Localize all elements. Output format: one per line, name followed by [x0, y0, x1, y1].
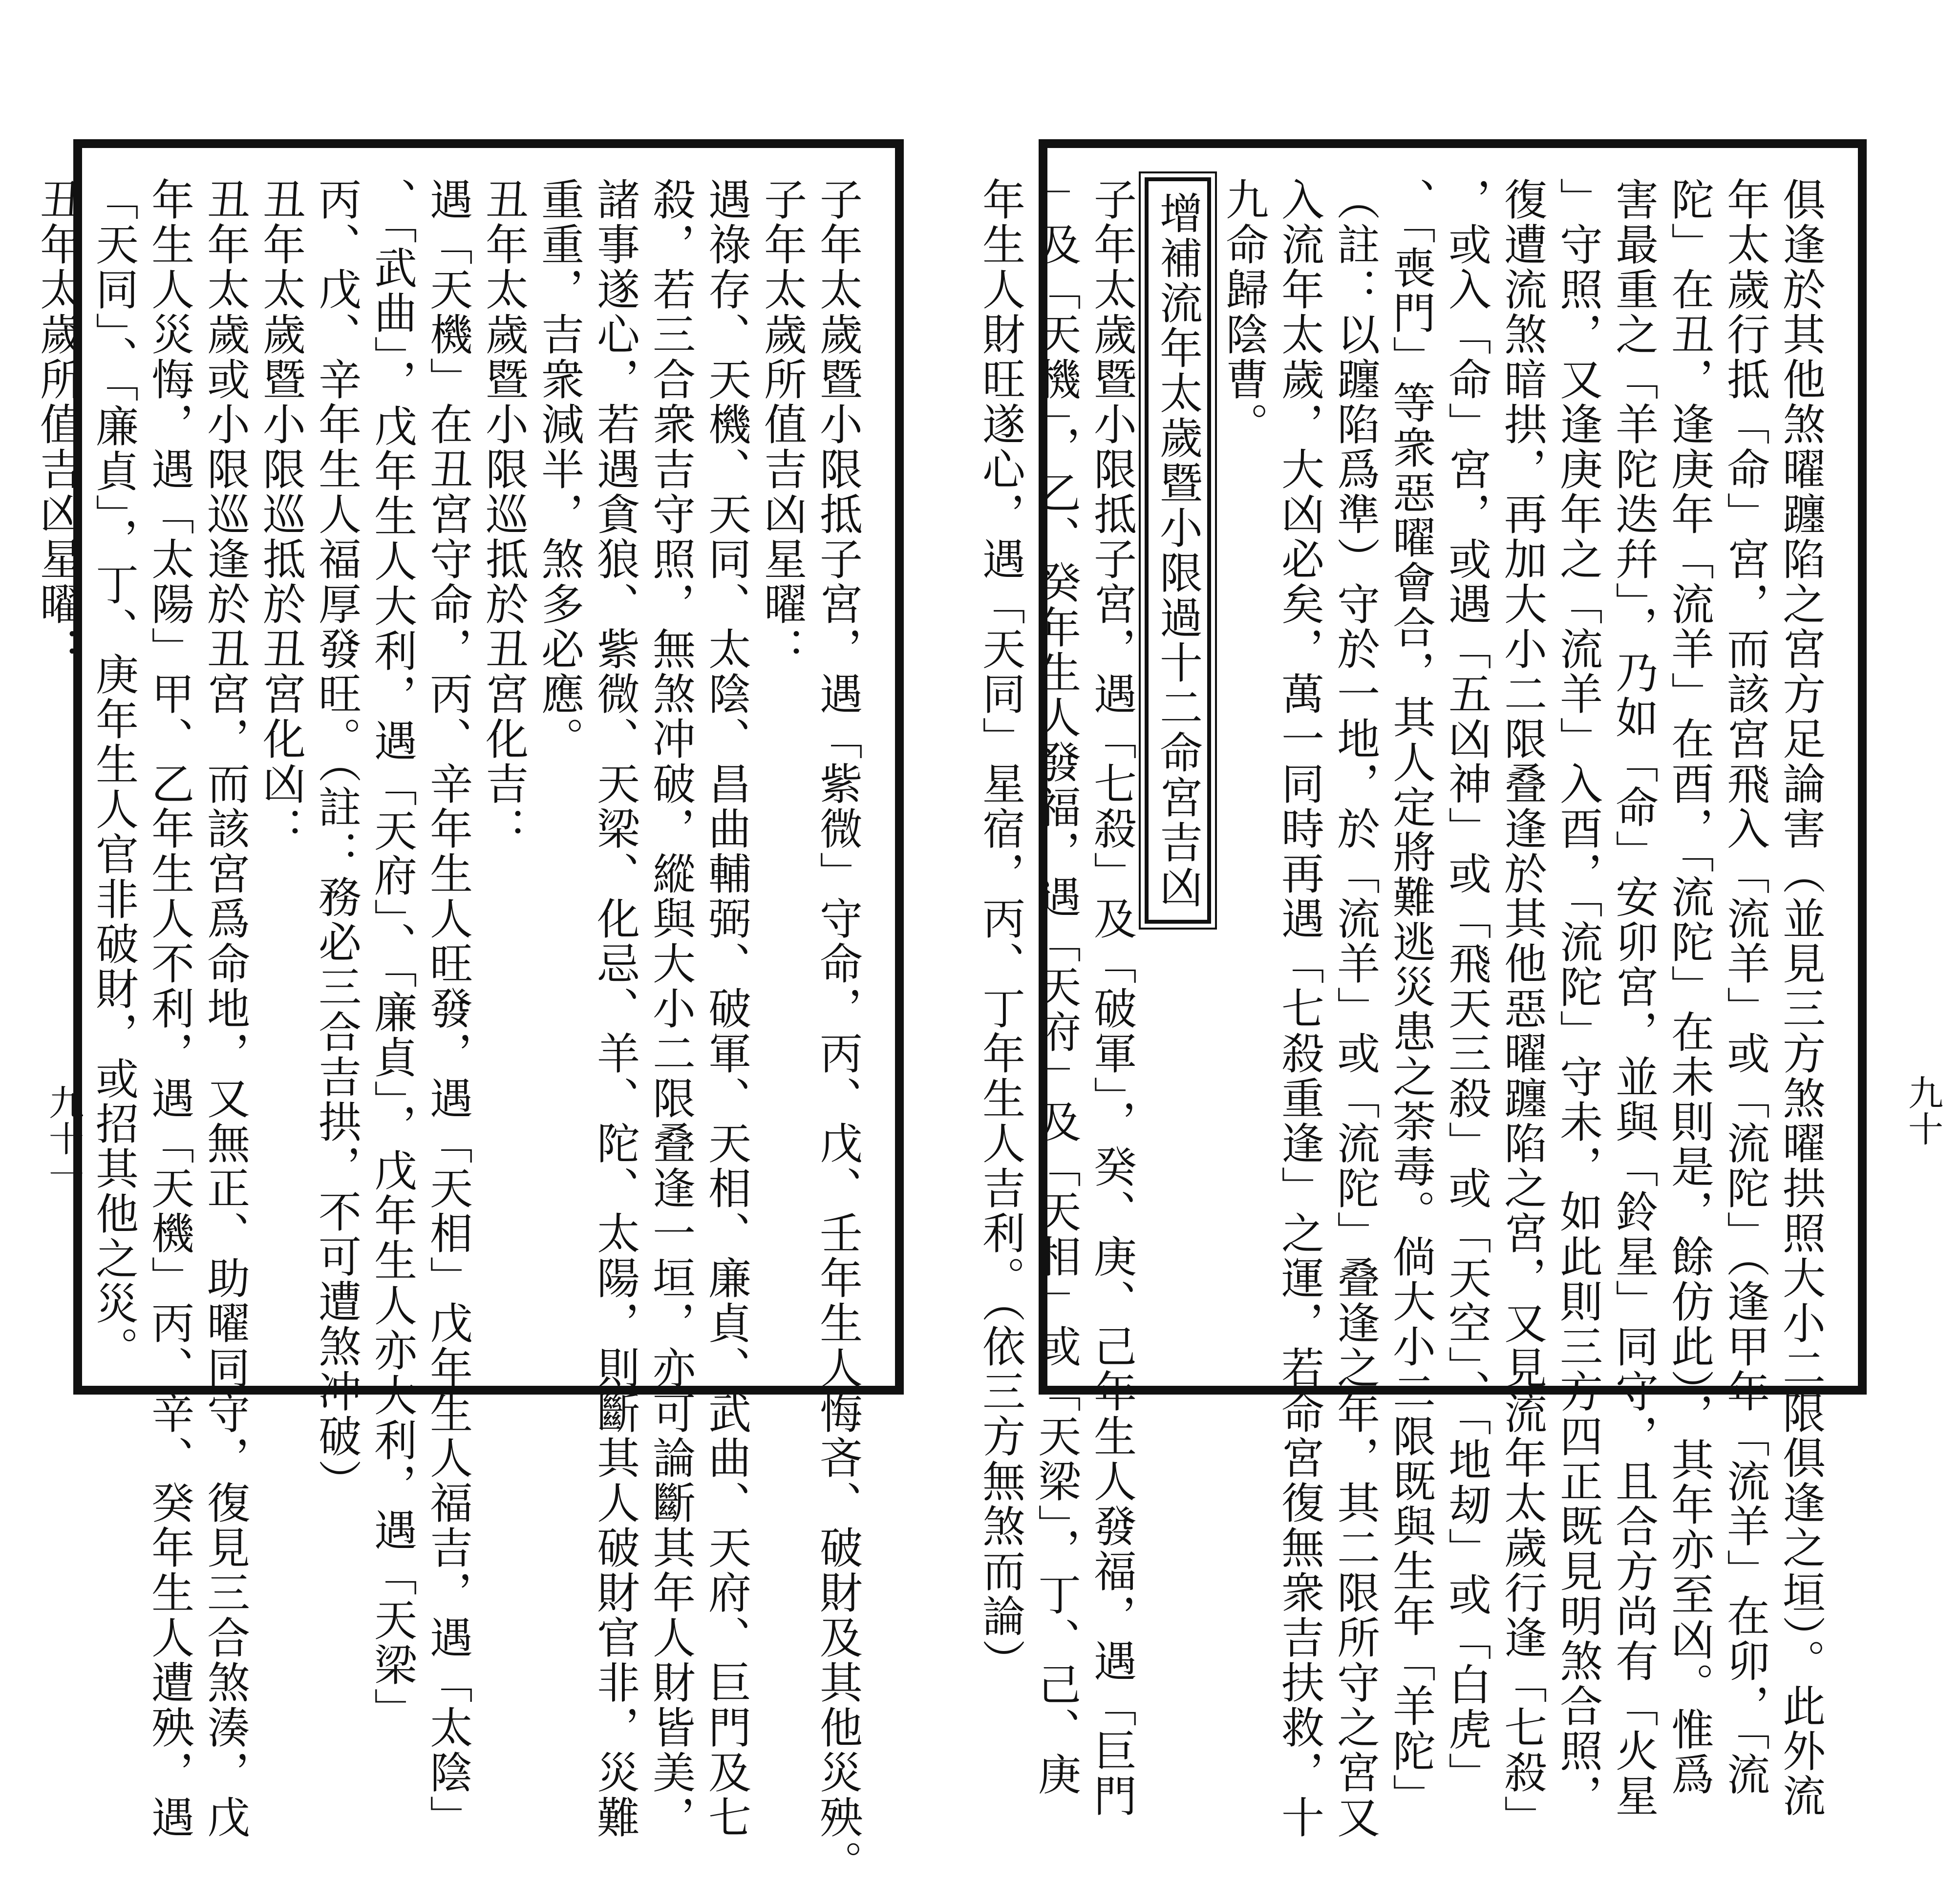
text-column: 殺，若三合衆吉守照，無煞冲破，縱與大小二限叠逢一垣，亦可論斷其年人財皆美， — [646, 177, 696, 1840]
text-column: 丑年太歲或小限巡逢於丑宮，而該宮爲命地，又無正、助曜同守，復見三合煞湊，戊 — [200, 177, 251, 1840]
text-column: 丑年太歲所值吉凶星曜： — [33, 177, 84, 672]
text-column: 害最重之「羊陀迭幷」，乃如「命」安卯宮，並與「鈴星」同守，且合方尚有「火星 — [1609, 177, 1659, 1819]
text-column: 年太歲行抵「命」宮，而該宮飛入「流羊」或「流陀」（逢甲年「流羊」在卯，「流 — [1720, 177, 1770, 1797]
right-page-frame — [976, 139, 1867, 1840]
text-column: 丑年太歲暨小限巡抵於丑宮化凶： — [256, 177, 306, 851]
text-column: 子年太歲暨小限抵子宮，遇「七殺」及「破軍」，癸、庚、己年生人發福，遇「巨門 — [1087, 177, 1137, 1819]
text-column: 入流年太歲，大凶必矣，萬一同時再遇「七殺重逢」之運，若命宮復無衆吉扶救，十 — [1275, 177, 1325, 1840]
text-column: 、「喪門」等衆惡曜會合，其人定將難逃災患之荼毒。倘大小二限既與生年「羊陀」 — [1386, 177, 1436, 1819]
text-column: 九命歸陰曹。 — [1219, 177, 1269, 447]
text-column: 諸事遂心，若遇貪狼、紫微、天梁、化忌、羊、陀、太陽，則斷其人破財官非，災難 — [590, 177, 640, 1840]
page-number: 九十 — [1902, 1075, 1943, 1147]
text-column: 年生人財旺遂心，遇「天同」星宿，丙、丁年生人吉利。（依三方無煞而論） — [976, 177, 1026, 1684]
text-column: 年生人災悔，遇「太陽」甲、乙年生人不利，遇「天機」丙、辛、癸年生人遭殃，遇 — [145, 177, 195, 1840]
right-page — [976, 0, 1960, 1840]
text-column: （註：以躔陷爲準）守於一地，於「流羊」或「流陀」叠逢之年，其二限所守之宮又 — [1330, 177, 1381, 1840]
page-number: 九十一 — [43, 1084, 84, 1193]
section-heading-box: 增補流年太歲暨小限過十二命宮吉凶 — [1145, 177, 1211, 924]
text-column: 遇「天機」在丑宮守命，丙、辛年生人旺發，遇「天相」戊年生人福吉，遇「太陰」 — [423, 177, 473, 1840]
text-column: 俱逢於其他煞曜躔陷之宮方足論害（並見三方煞曜拱照大小二限俱逢之垣）。此外流 — [1776, 177, 1826, 1819]
text-column: 、「武曲」，戊年生人大利，遇「天府」、「廉貞」，戊年生人亦大利，遇「天梁」 — [367, 177, 418, 1733]
text-column: ，或入「命」宮，或遇「五凶神」或「飛天三殺」或「天空」、「地刼」或「白虎」 — [1442, 177, 1492, 1797]
text-column: 子年太歲所值吉凶星曜： — [757, 177, 808, 672]
text-column: 遇祿存、天機、天同、太陰、昌曲輔弼、破軍、天相、廉貞、武曲、天府、巨門及七 — [702, 177, 752, 1840]
text-column: 復遭流煞暗拱，再加大小二限叠逢於其他惡曜躔陷之宮，又見流年太歲行逢「七殺」 — [1497, 177, 1548, 1840]
text-column: 」守照，又逢庚年之「流羊」入酉，「流陀」守未，如此則三方四正既見明煞合照， — [1553, 177, 1603, 1819]
text-column: 陀」在丑，逢庚年「流羊」在酉，「流陀」在未則是，餘仿此），其年亦至凶。惟爲 — [1664, 177, 1715, 1797]
right-text-area — [976, 177, 1829, 1840]
text-column: 丙、戊、辛年生人福厚發旺。（註：務必三合吉拱，不可遭煞冲破） — [312, 177, 362, 1504]
text-column: 」及「天機」，乙、癸年生人發福，遇「天府」及「天相」或「天梁」，丁、己、庚 — [1031, 177, 1082, 1797]
text-column: 子年太歲暨小限抵子宮，遇「紫微」守命，丙、戊、壬年生人悔吝、破財及其他災殃。 — [813, 177, 863, 1885]
text-column: 重重，吉衆減半，煞多必應。 — [534, 177, 585, 762]
text-column: 丑年太歲暨小限巡抵於丑宮化吉： — [479, 177, 529, 851]
text-column: 「天同」、「廉貞」，丁、庚年生人官非破財，或招其他之災。 — [89, 177, 139, 1371]
